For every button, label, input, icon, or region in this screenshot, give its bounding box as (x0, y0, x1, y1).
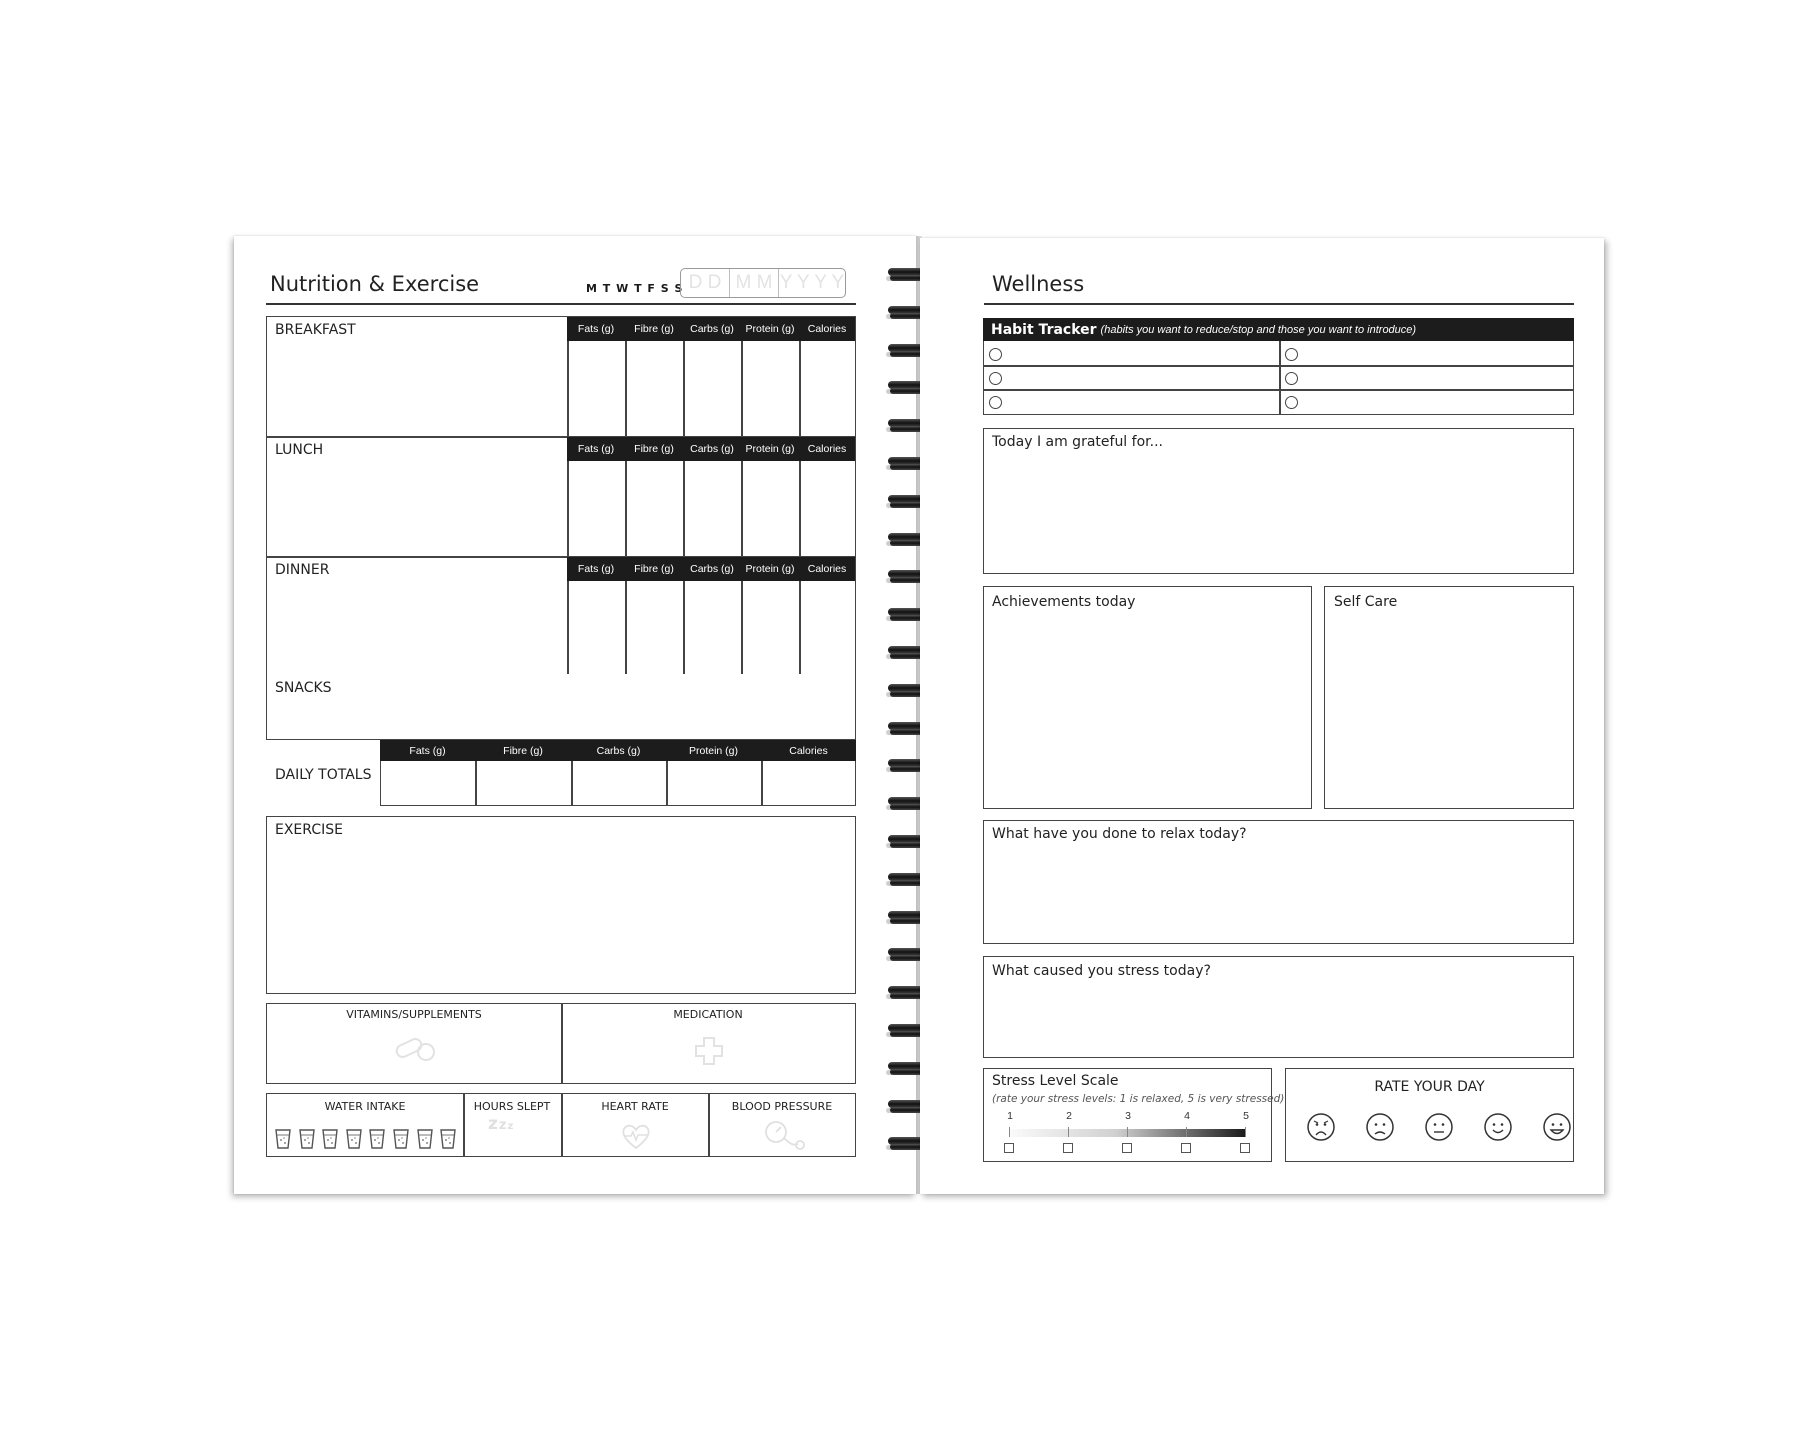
rate-day-faces (1292, 1110, 1568, 1150)
stress-level-checkbox[interactable] (1122, 1143, 1132, 1153)
macro-col-fibre: Fibre (g) (634, 443, 674, 455)
blood-pressure-entry[interactable] (710, 1118, 854, 1156)
macro-col-calories: Calories (807, 323, 847, 335)
stress-level-tick (1009, 1127, 1010, 1137)
water-glass-icon[interactable] (439, 1128, 457, 1150)
date-field[interactable] (680, 268, 846, 298)
daily-totals-header (380, 740, 856, 762)
breakfast-label: BREAKFAST (275, 322, 356, 338)
rate-day-title: RATE YOUR DAY (1374, 1079, 1485, 1095)
macro-col-fats: Fats (g) (577, 563, 615, 575)
macro-col-carbs: Carbs (g) (690, 323, 734, 335)
stress-level-label: 1 (1007, 1110, 1013, 1122)
water-intake-label: WATER INTAKE (324, 1100, 406, 1113)
hours-slept-label: HOURS SLEPT (473, 1100, 551, 1113)
stress-level-label: 5 (1243, 1110, 1249, 1122)
daily-totals-label: DAILY TOTALS (275, 767, 372, 783)
stress-level-label: 3 (1125, 1110, 1131, 1122)
smile-face-icon[interactable] (1483, 1112, 1513, 1142)
macro-col-carbs: Carbs (g) (690, 443, 734, 455)
stress-level-checkbox[interactable] (1240, 1143, 1250, 1153)
heart-rate-label: HEART RATE (601, 1100, 669, 1113)
macro-col-protein: Protein (g) (745, 563, 795, 575)
stress-label: What caused you stress today? (992, 963, 1211, 979)
macro-col-fats: Fats (g) (577, 443, 615, 455)
habit-tracker-grid (983, 341, 1574, 415)
stress-level-label: 4 (1184, 1110, 1190, 1122)
stress-level-checkbox[interactable] (1063, 1143, 1073, 1153)
dinner-entry[interactable] (268, 580, 564, 674)
achievements-box[interactable] (983, 586, 1312, 809)
pill-icon (394, 1034, 438, 1064)
water-glass-icon[interactable] (345, 1128, 363, 1150)
grateful-label: Today I am grateful for... (992, 434, 1163, 450)
vitamins-label: VITAMINS/SUPPLEMENTS (346, 1008, 482, 1021)
habit-tracker-title: Habit Tracker (991, 322, 1097, 338)
totals-col-calories: Calories (789, 745, 828, 757)
weekday-selector[interactable]: M T W T F S S (586, 282, 684, 295)
stress-scale-subtitle: (rate your stress levels: 1 is relaxed, 5 is very stressed) (992, 1093, 1285, 1105)
hours-slept-entry[interactable] (464, 1120, 560, 1156)
date-day-placeholder[interactable]: D D (681, 269, 730, 297)
breakfast-macro-header (567, 317, 855, 341)
self-care-box[interactable] (1324, 586, 1574, 809)
left-title-rule (266, 303, 856, 305)
macro-col-protein: Protein (g) (745, 323, 795, 335)
self-care-label: Self Care (1334, 594, 1398, 610)
totals-col-protein: Protein (g) (688, 745, 739, 757)
habit-checkbox-1a[interactable] (989, 348, 1002, 361)
totals-col-carbs: Carbs (g) (596, 745, 641, 757)
relax-label: What have you done to relax today? (992, 826, 1247, 842)
macro-col-carbs: Carbs (g) (690, 563, 734, 575)
lunch-macro-header (567, 437, 855, 461)
stress-scale-title: Stress Level Scale (992, 1073, 1119, 1089)
dinner-macro-header (567, 557, 855, 581)
totals-col-fibre: Fibre (g) (503, 745, 543, 757)
water-glass-icon[interactable] (321, 1128, 339, 1150)
water-glass-icon[interactable] (392, 1128, 410, 1150)
stress-scale-levels (1000, 1110, 1260, 1156)
lunch-entry[interactable] (268, 460, 564, 554)
dinner-label: DINNER (275, 562, 330, 578)
habit-checkbox-2a[interactable] (989, 372, 1002, 385)
habit-checkbox-3b[interactable] (1285, 396, 1298, 409)
medication-label: MEDICATION (673, 1008, 743, 1021)
totals-col-fats: Fats (g) (409, 745, 446, 757)
stress-level-tick (1068, 1127, 1069, 1137)
water-glass-icon[interactable] (368, 1128, 386, 1150)
habit-tracker-subtitle: (habits you want to reduce/stop and those you want to introduce) (1100, 324, 1417, 336)
water-glass-icon[interactable] (416, 1128, 434, 1150)
blood-pressure-label: BLOOD PRESSURE (731, 1100, 833, 1113)
heart-rate-entry[interactable] (562, 1118, 708, 1156)
snacks-label: SNACKS (275, 680, 332, 696)
stress-level-tick (1127, 1127, 1128, 1137)
exercise-label: EXERCISE (275, 822, 343, 838)
date-month-placeholder[interactable]: M M (730, 269, 779, 297)
achievements-label: Achievements today (992, 594, 1136, 610)
stress-level-label: 2 (1066, 1110, 1072, 1122)
stress-level-checkbox[interactable] (1181, 1143, 1191, 1153)
sleep-zzz-icon: zzz (488, 1114, 515, 1134)
right-title-rule (984, 303, 1574, 305)
water-glass-icon[interactable] (274, 1128, 292, 1150)
habit-checkbox-3a[interactable] (989, 396, 1002, 409)
habit-checkbox-2b[interactable] (1285, 372, 1298, 385)
daily-totals-cells[interactable] (380, 761, 856, 806)
exercise-box[interactable] (266, 816, 856, 994)
macro-col-fats: Fats (g) (577, 323, 615, 335)
macro-col-fibre: Fibre (g) (634, 323, 674, 335)
snacks-box[interactable] (266, 674, 856, 740)
nutrition-title: Nutrition & Exercise (270, 272, 480, 296)
habit-checkbox-1b[interactable] (1285, 348, 1298, 361)
medical-cross-icon (694, 1036, 724, 1066)
wellness-title: Wellness (992, 272, 1085, 296)
stress-level-checkbox[interactable] (1004, 1143, 1014, 1153)
macro-col-calories: Calories (807, 443, 847, 455)
stress-level-tick (1186, 1127, 1187, 1137)
breakfast-entry[interactable] (268, 340, 564, 434)
habit-tracker-header (983, 318, 1574, 342)
date-year-placeholder[interactable]: Y Y Y Y (779, 272, 845, 293)
stress-level-tick (1245, 1127, 1246, 1137)
macro-col-fibre: Fibre (g) (634, 563, 674, 575)
water-glass-icon[interactable] (298, 1128, 316, 1150)
grin-face-icon[interactable] (1542, 1112, 1572, 1142)
neutral-face-icon[interactable] (1424, 1112, 1454, 1142)
very-sad-face-icon[interactable] (1306, 1112, 1336, 1142)
macro-col-protein: Protein (g) (745, 443, 795, 455)
sad-face-icon[interactable] (1365, 1112, 1395, 1142)
water-glasses (274, 1128, 464, 1152)
macro-col-calories: Calories (807, 563, 847, 575)
lunch-label: LUNCH (275, 442, 324, 458)
